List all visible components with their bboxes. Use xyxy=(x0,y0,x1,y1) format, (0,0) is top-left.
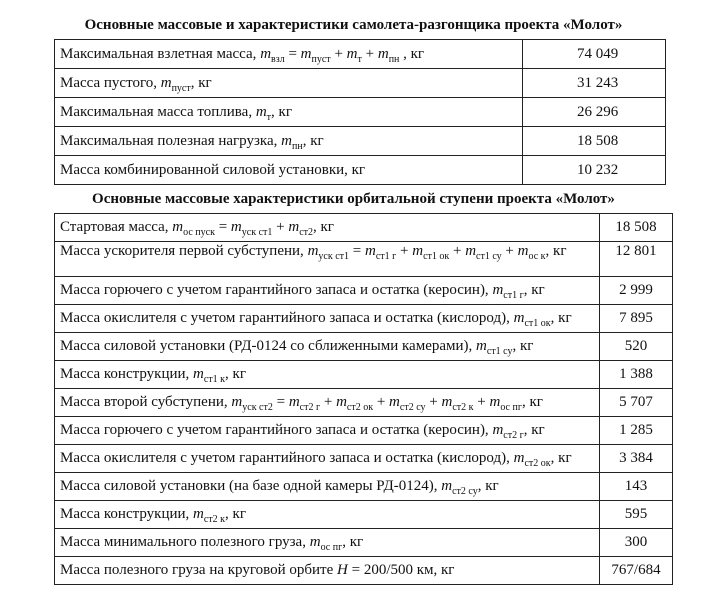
row-value: 2 999 xyxy=(600,277,673,305)
row-value: 5 707 xyxy=(600,389,673,417)
table-row xyxy=(55,127,666,156)
table1-title: Основные массовые и характеристики самолета-разгонщика проекта «Молот» xyxy=(84,17,623,33)
row-value: 18 508 xyxy=(523,127,666,156)
row-value: 26 296 xyxy=(523,98,666,127)
row-value: 767/684 xyxy=(600,557,673,585)
row-label: Масса окислителя с учетом гарантийного запаса и остатка (кислород), $m_{ст2 ок}$, кг xyxy=(55,445,600,473)
row-label: Масса второй субступени, $m_{уск ст2} = m_{ст2 г} + m_{ст2 ок} + m_{ст2 су} + m_{ст2 к} + m_{ос пг}$, кг xyxy=(55,389,600,417)
table-row xyxy=(55,529,673,557)
row-label: Максимальная масса топлива, $m_т$, кг xyxy=(55,98,523,127)
row-label: Масса силовой установки (РД-0124 со сближенными камерами), $m_{ст1 су}$, кг xyxy=(55,333,600,361)
row-label: Масса окислителя с учетом гарантийного запаса и остатка (кислород), $m_{ст1 ок}$, кг xyxy=(55,305,600,333)
row-value: 1 285 xyxy=(600,417,673,445)
table-row xyxy=(55,557,673,585)
table-row xyxy=(55,98,666,127)
table-row xyxy=(55,69,666,98)
table-row xyxy=(55,473,673,501)
table-row xyxy=(55,445,673,473)
row-label: Масса полезного груза на круговой орбите H = 200/500 км, кг xyxy=(55,557,600,585)
row-value: 31 243 xyxy=(523,69,666,98)
row-label: Масса горючего с учетом гарантийного запаса и остатка (керосин), $m_{ст1 г}$, кг xyxy=(55,277,600,305)
row-value: 520 xyxy=(600,333,673,361)
table-row xyxy=(55,277,673,305)
table-row xyxy=(55,501,673,529)
row-label: Масса конструкции, $m_{ст2 к}$, кг xyxy=(55,501,600,529)
row-value: 7 895 xyxy=(600,305,673,333)
row-value: 12 801 xyxy=(600,242,673,277)
table-row xyxy=(55,214,673,242)
table-row xyxy=(55,156,666,185)
table-row xyxy=(55,40,666,69)
row-label: Масса минимального полезного груза, $m_{ос пг}$, кг xyxy=(55,529,600,557)
row-value: 143 xyxy=(600,473,673,501)
table-row xyxy=(55,305,673,333)
aircraft-mass-table xyxy=(54,39,666,185)
table-row xyxy=(55,242,673,277)
table-row xyxy=(55,361,673,389)
row-value: 10 232 xyxy=(523,156,666,185)
table2-title: Основные массовые характеристики орбитальной ступени проекта «Молот» xyxy=(92,191,615,207)
row-label: Стартовая масса, $m_{ос пуск} = m_{уск ст1} + m_{ст2}$, кг xyxy=(55,214,600,242)
row-value: 300 xyxy=(600,529,673,557)
table-row xyxy=(55,389,673,417)
row-value: 1 388 xyxy=(600,361,673,389)
row-label: Масса ускорителя первой субступени, $m_{уск ст1} = m_{ст1 г} + m_{ст1 ок} + m_{ст1 су} + m_{ос к}$, кг xyxy=(55,242,600,277)
row-value: 18 508 xyxy=(600,214,673,242)
table-row xyxy=(55,417,673,445)
row-label: Максимальная полезная нагрузка, $m_{пн}$, кг xyxy=(55,127,523,156)
table-row xyxy=(55,333,673,361)
row-label: Масса силовой установки (на базе одной камеры РД-0124), $m_{ст2 су}$, кг xyxy=(55,473,600,501)
orbital-stage-mass-table xyxy=(54,213,673,585)
row-label: Масса комбинированной силовой установки, кг xyxy=(55,156,523,185)
row-label: Максимальная взлетная масса, $m_{взл} = m_{пуст} + m_т + m_{пн}$ , кг xyxy=(55,40,523,69)
row-label: Масса горючего с учетом гарантийного запаса и остатка (керосин), $m_{ст2 г}$, кг xyxy=(55,417,600,445)
row-value: 74 049 xyxy=(523,40,666,69)
row-value: 595 xyxy=(600,501,673,529)
row-label: Масса конструкции, $m_{ст1 к}$, кг xyxy=(55,361,600,389)
row-label: Масса пустого, $m_{пуст}$, кг xyxy=(55,69,523,98)
row-value: 3 384 xyxy=(600,445,673,473)
